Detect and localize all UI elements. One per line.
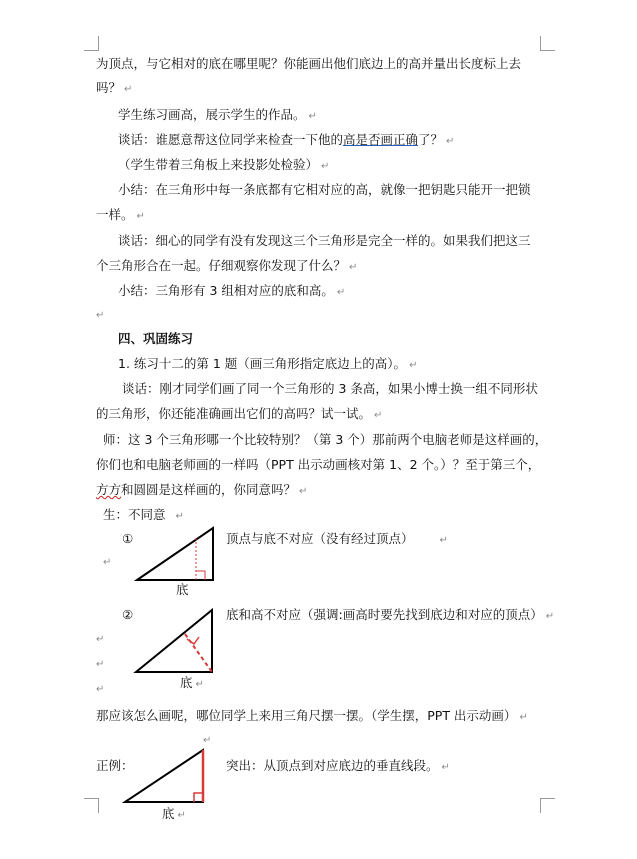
paragraph-mark-icon: ↵: [124, 84, 133, 95]
triangle-2: [136, 610, 212, 672]
paragraph-mark-icon: ↵: [195, 679, 204, 690]
paragraph-mark-icon: ↵: [136, 211, 145, 222]
paragraph-mark-icon: ↵: [439, 535, 448, 546]
figure-number: ①: [122, 531, 134, 546]
paragraph-line: 小结：在三角形中每一条底都有它相对应的高，就像一把钥匙只能开一把锁: [118, 182, 531, 197]
paragraph-line: 为顶点，与它相对的底在哪里呢？你能画出他们底边上的高并量出长度标上去: [96, 56, 522, 71]
paragraph-mark-icon: ↵: [299, 486, 308, 497]
paragraph-line: 师：这 3 个三角形哪一个比较特别？（第 3 个）那前两个电脑老师是这样画的，: [103, 432, 548, 447]
paragraph-mark-icon: ↵: [96, 684, 105, 695]
underlined-text: 高是否画正确: [343, 132, 419, 147]
section-heading: 四、巩固练习: [118, 331, 194, 346]
base-label: 底: [176, 582, 189, 597]
paragraph-mark-icon: ↵: [446, 136, 455, 147]
right-angle-mark: [187, 637, 199, 644]
paragraph-mark-icon: ↵: [96, 310, 105, 321]
paragraph-mark-icon: ↵: [441, 762, 450, 773]
paragraph-mark-icon: ↵: [321, 161, 330, 172]
base-label: 底 ↵: [180, 675, 204, 690]
figure-caption: 顶点与底不对应（没有经过顶点） ↵: [226, 531, 448, 546]
paragraph-mark-icon: ↵: [308, 111, 317, 122]
triangle-1: [137, 528, 213, 580]
paragraph-line: 谈话：刚才同学们画了同一个三角形的 3 条高，如果小博士换一组不同形状: [122, 381, 538, 396]
paragraph-mark-icon: ↵: [177, 810, 186, 821]
paragraph-mark-icon: ↵: [336, 287, 346, 298]
paragraph-mark-icon: ↵: [175, 511, 184, 522]
paragraph-mark-icon: ↵: [96, 634, 105, 645]
paragraph-line: 个三角形合在一起。仔细观察你发现了什么？ ↵: [96, 258, 358, 273]
paragraph-line: 谈话：谁愿意帮这位同学来检查一下他的高是否画正确了？ ↵: [118, 132, 455, 147]
paragraph-line: 1. 练习十二的第 1 题（画三角形指定底边上的高）。 ↵: [118, 356, 418, 371]
figure-caption: 底和高不对应（强调:画高时要先找到底边和对应的顶点） ↵: [226, 607, 555, 622]
paragraph-line: 那应该怎么画呢，哪位同学上来用三角尺摆一摆。（学生摆，PPT 出示动画） ↵: [96, 708, 528, 723]
right-angle-mark: [196, 571, 205, 580]
paragraph-line: 方方和圆圆是这样画的，你同意吗？ ↵: [96, 482, 308, 497]
paragraph-mark-icon: ↵: [409, 360, 418, 371]
paragraph-line: 的三角形，你还能准确画出它们的高吗？试一试。 ↵: [96, 406, 383, 421]
figure-caption: 突出：从顶点到对应底边的垂直线段。 ↵: [226, 758, 450, 773]
paragraph-line: 生：不同意 ↵: [103, 507, 184, 522]
paragraph-mark-icon: ↵: [96, 659, 105, 670]
example-label: 正例：: [96, 758, 134, 773]
paragraph-mark-icon: ↵: [349, 262, 358, 273]
paragraph-line: 谈话：细心的同学有没有发现这三个三角形是完全一样的。如果我们把这三: [118, 233, 531, 248]
spellcheck-underlined-text: 方方: [96, 482, 122, 497]
paragraph-line: 你们也和电脑老师画的一样吗（PPT 出示动画核对第 1、2 个。）？至于第三个，: [96, 457, 541, 472]
triangle-3: [125, 750, 203, 802]
paragraph-line: 小结：三角形有 3 组相对应的底和高。 ↵: [118, 283, 346, 298]
paragraph-line: （学生带着三角板上来投影处检验） ↵: [118, 157, 330, 172]
paragraph-line: 吗？ ↵: [96, 80, 133, 95]
paragraph-mark-icon: ↵: [519, 712, 528, 723]
figure-number: ②: [122, 607, 134, 622]
paragraph-line: 学生练习画高，展示学生的作品。 ↵: [118, 107, 317, 122]
paragraph-mark-icon: ↵: [545, 611, 555, 622]
paragraph-line: 一样。 ↵: [96, 207, 145, 222]
paragraph-mark-icon: ↵: [103, 557, 112, 568]
paragraph-mark-icon: ↵: [203, 735, 212, 746]
paragraph-mark-icon: ↵: [374, 410, 383, 421]
base-label: 底 ↵: [162, 806, 186, 821]
right-angle-mark: [194, 793, 203, 802]
